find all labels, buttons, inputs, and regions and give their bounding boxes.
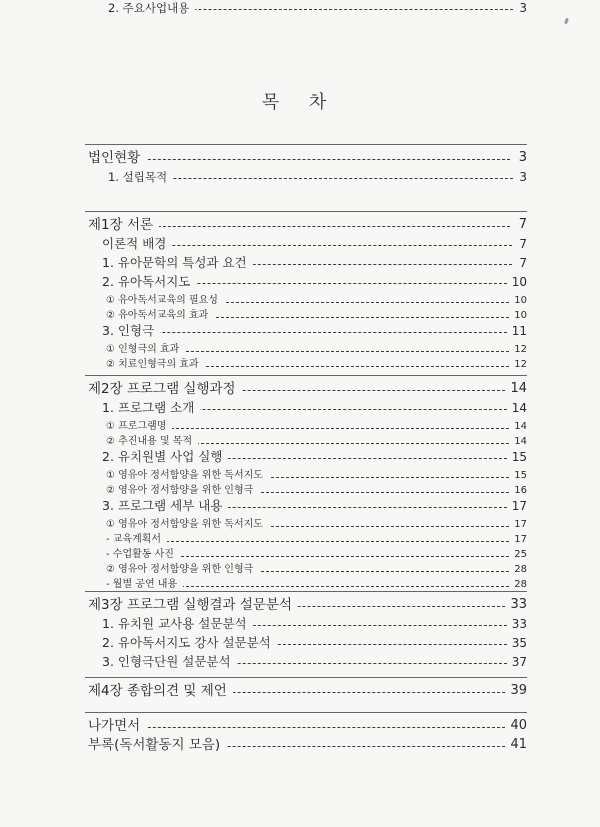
toc-entry-label: - 수업활동 사진 (106, 547, 180, 563)
toc-entry-label: ② 영유아 정서함양을 위한 인형극 (106, 483, 259, 499)
toc-entry[interactable] (0, 547, 600, 563)
toc-entry-label: 1. 유아문학의 특성과 요건 (102, 255, 253, 271)
toc-page-number: 14 (510, 434, 527, 450)
toc-entry-label: ① 영유아 정서함양을 위한 독서지도 (106, 468, 269, 484)
toc-chapter-entry[interactable] (0, 217, 600, 233)
toc-entry[interactable] (0, 274, 600, 290)
toc-entry-label: 2. 유아독서지도 강사 설문분석 (102, 635, 277, 651)
dot-leader (88, 159, 510, 160)
toc-page-number: 25 (510, 547, 527, 563)
toc-page-number: 7 (515, 217, 527, 233)
toc-page-number: 3 (515, 150, 527, 166)
toc-entry-label: 제2장 프로그램 실행과정 (88, 381, 242, 397)
toc-entry[interactable] (0, 562, 600, 578)
toc-entry-label: 나가면서 (88, 718, 146, 734)
toc-entry[interactable] (0, 400, 600, 416)
toc-page-number: 15 (510, 468, 527, 484)
toc-page-number: 12 (510, 342, 527, 358)
toc-entry-label: 제3장 프로그램 실행결과 설문분석 (88, 597, 298, 613)
toc-entry-label: 2. 주요사업내용 (108, 0, 195, 16)
dot-leader (102, 332, 512, 333)
toc-entry-label: 3. 프로그램 세부 내용 (102, 498, 228, 514)
toc-page-number: 28 (510, 562, 527, 578)
toc-entry-label: 법인현황 (88, 150, 146, 166)
toc-page-number: 15 (508, 449, 527, 465)
toc-entry-label: ① 영유아 정서함양을 위한 독서지도 (106, 517, 269, 533)
toc-page-number: 3 (515, 0, 527, 16)
toc-entry-label: 이론적 배경 (102, 236, 172, 252)
section-rule (85, 211, 527, 212)
page-title: 목 차 (261, 92, 339, 113)
toc-chapter-entry[interactable] (0, 683, 600, 699)
toc-page-number: 39 (506, 683, 527, 699)
toc-entry[interactable] (0, 323, 600, 339)
toc-entry[interactable] (0, 342, 600, 358)
toc-entry[interactable] (0, 293, 600, 309)
toc-page-number: 10 (510, 308, 527, 324)
dot-leader (106, 541, 514, 542)
toc-entry[interactable] (0, 654, 600, 670)
toc-page-number: 37 (508, 654, 527, 670)
toc-page-number: 16 (510, 483, 527, 499)
toc-chapter-entry[interactable] (0, 737, 600, 753)
toc-entry-label: ① 프로그램명 (106, 419, 172, 435)
section-rule (85, 144, 527, 145)
toc-page-number: 41 (506, 737, 527, 753)
toc-page-number: 14 (508, 400, 527, 416)
toc-entry[interactable] (0, 419, 600, 435)
toc-entry-label: 1. 유치원 교사용 설문분석 (102, 616, 253, 632)
toc-entry-label: 3. 인형극단원 설문분석 (102, 654, 237, 670)
toc-entry-label: ① 인형극의 효과 (106, 342, 185, 358)
toc-entry-label: - 월별 공연 내용 (106, 577, 183, 593)
toc-entry-label: - 교육계획서 (106, 532, 167, 548)
toc-chapter-entry[interactable] (0, 597, 600, 613)
section-rule (85, 591, 527, 592)
toc-page-number: 14 (506, 381, 527, 397)
toc-entry[interactable] (0, 468, 600, 484)
toc-page-number: 33 (506, 597, 527, 613)
toc-entry[interactable] (0, 308, 600, 324)
toc-entry-label: ② 유아독서교육의 효과 (106, 308, 214, 324)
toc-chapter-entry[interactable] (0, 150, 600, 166)
toc-entry[interactable] (0, 532, 600, 548)
toc-entry-label: ② 영유아 정서함양을 위한 인형극 (106, 562, 259, 578)
toc-entry[interactable] (0, 517, 600, 533)
toc-entry-label: 2. 유치원별 사업 실행 (102, 449, 228, 465)
toc-entry[interactable] (0, 498, 600, 514)
toc-entry-label: ① 유아독서교육의 필요성 (106, 293, 224, 309)
scan-speck (564, 18, 569, 25)
dot-leader (88, 727, 510, 728)
toc-entry-label: 제4장 종합의견 및 제언 (88, 683, 233, 699)
toc-entry-label: ② 추진내용 및 목적 (106, 434, 198, 450)
toc-page-number: 10 (510, 293, 527, 309)
toc-entry-label: 부록(독서활동지 모음) (88, 737, 226, 753)
toc-page-number: 12 (510, 357, 527, 373)
toc-entry[interactable] (0, 0, 600, 16)
section-rule (85, 375, 527, 376)
toc-page-number: 17 (508, 498, 527, 514)
toc-entry-label: 3. 인형극 (102, 323, 160, 339)
toc-entry[interactable] (0, 635, 600, 651)
toc-entry[interactable] (0, 169, 600, 185)
toc-chapter-entry[interactable] (0, 718, 600, 734)
toc-entry[interactable] (0, 434, 600, 450)
section-rule (85, 677, 527, 678)
toc-entry-label: 제1장 서론 (88, 217, 159, 233)
toc-page-number: 10 (508, 274, 527, 290)
toc-entry[interactable] (0, 616, 600, 632)
toc-page-number: 33 (508, 616, 527, 632)
toc-page-number: 40 (506, 718, 527, 734)
toc-entry-label: 1. 프로그램 소개 (102, 400, 200, 416)
toc-page-number: 11 (508, 323, 527, 339)
toc-entry-label: 1. 설립목적 (108, 169, 173, 185)
section-rule (85, 712, 527, 713)
toc-page-number: 28 (510, 577, 527, 593)
toc-page-number: 7 (515, 236, 527, 252)
toc-page-number: 14 (510, 419, 527, 435)
toc-entry[interactable] (0, 236, 600, 252)
toc-page-number: 17 (510, 532, 527, 548)
toc-page-number: 7 (515, 255, 527, 271)
toc-entry[interactable] (0, 483, 600, 499)
toc-page-number: 35 (508, 635, 527, 651)
toc-page-number: 17 (510, 517, 527, 533)
toc-chapter-entry[interactable] (0, 381, 600, 397)
toc-entry-label: ② 치료인형극의 효과 (106, 357, 205, 373)
toc-entry[interactable] (0, 255, 600, 271)
toc-entry[interactable] (0, 357, 600, 373)
toc-entry-label: 2. 유아독서지도 (102, 274, 196, 290)
toc-page-number: 3 (515, 169, 527, 185)
toc-entry[interactable] (0, 449, 600, 465)
